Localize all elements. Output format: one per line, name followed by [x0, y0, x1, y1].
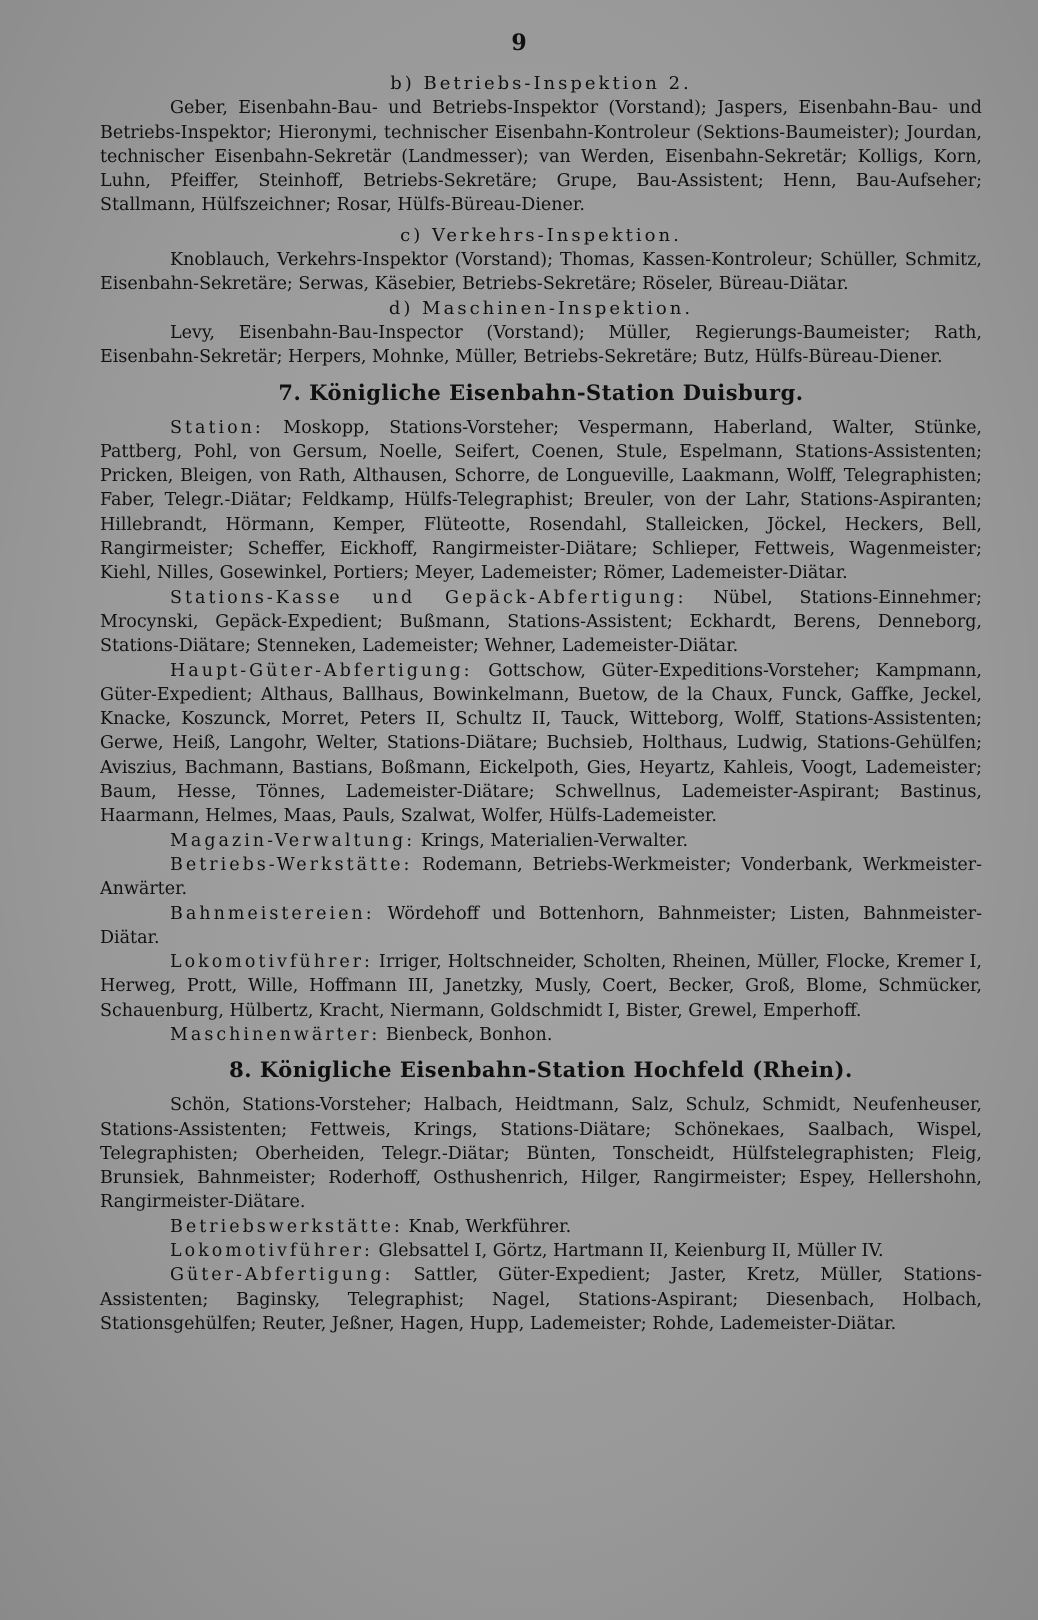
paragraph-c: Knoblauch, Verkehrs-Inspektor (Vorstand); Thomas, Kassen-Kontroleur; Schüller, Schmitz, Eisenbahn-Sekretäre; Serwas, Käsebier, Betriebs-Sekretäre; Röseler, Büreau-Diätar. [100, 250, 982, 295]
paragraph-kasse [100, 586, 982, 659]
paragraph-hochfeld-gueter [100, 1263, 982, 1336]
lead-station: Station: [170, 417, 264, 438]
page-content [100, 72, 982, 1336]
text-station: Moskopp, Stations-Vorsteher; Vespermann, Haberland, Walter, Stünke, Pattberg, Pohl, von Gersum, Noelle, Seifert, Coenen, Stule, Espelmann, Stations-Assistenten; Pricken, Bleigen, von Rath, Althausen, Schorre, de Longueville, Laakmann, Wolff, Telegraphisten; Faber, Telegr.-Diätar; Feldkamp, Hülfs-Telegraphist; Breuler, von der Lahr, Stations-Aspiranten; Hillebrandt, Hörmann, Kemper, Flüteotte, Rosendahl, Stalleicken, Jöckel, Heckers, Bell, Rangirmeister; Scheffer, Eickhoff, Rangirmeister-Diätare; Schlieper, Fettweis, Wagenmeister; Kiehl, Nilles, Gosewinkel, Portiers; Meyer, Lademeister; Römer, Lademeister-Diätar. [100, 417, 982, 584]
text-hochfeld-gueter: Sattler, Güter-Expedient; Jaster, Kretz, Müller, Stations-Assistenten; Baginsky, Telegraphist; Nagel, Stations-Aspirant; Diesenbach, Holbach, Stationsgehülfen; Reuter, Jeßner, Hagen, Hupp, Lademeister; Rohde, Lademeister-Diätar. [100, 1265, 982, 1334]
lead-hochfeld-gueter: Güter-Abfertigung: [170, 1265, 394, 1286]
lead-kasse: Stations-Kasse und Gepäck-Abfertigung: [170, 587, 687, 608]
paragraph-hochfeld-lokfuehrer [100, 1239, 982, 1263]
paragraph-werkstatt [100, 853, 982, 902]
section-heading-8: 8. Königliche Eisenbahn-Station Hochfeld (Rhein). [229, 1057, 853, 1083]
paragraph-bahnmeister [100, 902, 982, 951]
paragraph-station [100, 416, 982, 586]
text-lokfuehrer: Irriger, Holtschneider, Scholten, Rheinen, Müller, Flocke, Kremer I, Herweg, Prott, Wille, Hoffmann III, Janetzky, Musly, Coert, Becker, Groß, Blome, Schmücker, Schauenburg, Hülbertz, Kracht, Niermann, Goldschmidt I, Bister, Grewel, Emperhoff. [100, 952, 982, 1021]
lead-bahnmeister: Bahnmeistereien: [170, 903, 375, 924]
section-heading-7: 7. Königliche Eisenbahn-Station Duisburg. [278, 379, 804, 405]
text-werkstatt: Rodemann, Betriebs-Werkmeister; Vonderbank, Werkmeister-Anwärter. [100, 854, 982, 900]
text-maschinen: Bienbeck, Bonhon. [385, 1024, 553, 1045]
paragraph-gueter [100, 659, 982, 829]
lead-hochfeld-lokfuehrer: Lokomotivführer: [170, 1241, 373, 1262]
text-hochfeld-werkstatt: Knab, Werkführer. [408, 1216, 572, 1237]
paragraph-b: Geber, Eisenbahn-Bau- und Betriebs-Inspektor (Vorstand); Jaspers, Eisenbahn-Bau- und Betriebs-Inspektor; Hieronymi, technischer Eisenbahn-Kontroleur (Sektions-Baumeister); Jourdan, technischer Eisenbahn-Sekretär (Landmesser); van Werden, Eisenbahn-Sekretär; Kolligs, Korn, Luhn, Pfeiffer, Steinhoff, Betriebs-Sekretäre; Grupe, Bau-Assistent; Henn, Bau-Aufseher; Stallmann, Hülfszeichner; Rosar, Hülfs-Büreau-Diener. [100, 98, 982, 216]
paragraph-hochfeld-intro: Schön, Stations-Vorsteher; Halbach, Heidtmann, Salz, Schulz, Schmidt, Neufenheuser, Stations-Assistenten; Fettweis, Krings, Stations-Diätare; Schönekaes, Saalbach, Wispel, Telegraphisten; Oberheiden, Telegr.-Diätar; Bünten, Tonscheidt, Hülfstelegraphisten; Fleig, Brunsiek, Bahnmeister; Roderhoff, Osthushenrich, Hilger, Rangirmeister; Espey, Hellershohn, Rangirmeister-Diätare. [100, 1095, 982, 1213]
lead-maschinen: Maschinenwärter: [170, 1024, 381, 1045]
paragraph-d: Levy, Eisenbahn-Bau-Inspector (Vorstand); Müller, Regierungs-Baumeister; Rath, Eisenbahn-Sekretär; Herpers, Mohnke, Müller, Betriebs-Sekretäre; Butz, Hülfs-Büreau-Diener. [100, 322, 982, 368]
paragraph-magazin [100, 829, 982, 853]
lead-gueter: Haupt-Güter-Abfertigung: [170, 660, 473, 681]
text-magazin: Krings, Materialien-Verwalter. [420, 830, 689, 851]
page-number: 9 [511, 30, 527, 56]
lead-hochfeld-werkstatt: Betriebswerkstätte: [170, 1216, 403, 1237]
paragraph-hochfeld-werkstatt [100, 1215, 982, 1239]
subsection-heading-b: b) Betriebs-Inspektion 2. [390, 73, 692, 94]
subsection-heading-d: d) Maschinen-Inspektion. [388, 297, 694, 319]
lead-werkstatt: Betriebs-Werkstätte: [170, 854, 413, 875]
text-kasse: Nübel, Stations-Einnehmer; Mrocynski, Gepäck-Expedient; Bußmann, Stations-Assistent; Eckhardt, Berens, Denneborg, Stations-Diätare; Stenneken, Lademeister; Wehner, Lademeister-Diätar. [100, 587, 982, 657]
paragraph-maschinen [100, 1023, 982, 1047]
text-bahnmeister: Wördehoff und Bottenhorn, Bahnmeister; Listen, Bahnmeister-Diätar. [100, 903, 982, 948]
paragraph-lokfuehrer [100, 950, 982, 1023]
text-gueter: Gottschow, Güter-Expeditions-Vorsteher; Kampmann, Güter-Expedient; Althaus, Ballhaus, Bowinkelmann, Buetow, de la Chaux, Funck, Gaffke, Jeckel, Knacke, Koszunck, Morret, Peters II, Schultz II, Tauck, Witteborg, Wolff, Stations-Assistenten; Gerwe, Heiß, Langohr, Welter, Stations-Diätare; Buchsieb, Holthaus, Ludwig, Stations-Gehülfen; Aviszius, Bachmann, Bastians, Boßmann, Eickelpoth, Gies, Heyartz, Kahleis, Voogt, Lademeister; Baum, Hesse, Tönnes, Lademeister-Diätare; Schwellnus, Lademeister-Aspirant; Bastinus, Haarmann, Helmes, Maas, Pauls, Szalwat, Wolfer, Hülfs-Lademeister. [100, 660, 982, 827]
text-hochfeld-lokfuehrer: Glebsattel I, Görtz, Hartmann II, Keienburg II, Müller IV. [378, 1241, 884, 1262]
subsection-heading-c: c) Verkehrs-Inspektion. [400, 224, 682, 246]
lead-lokfuehrer: Lokomotivführer: [170, 952, 373, 973]
lead-magazin: Magazin-Verwaltung: [170, 830, 416, 851]
